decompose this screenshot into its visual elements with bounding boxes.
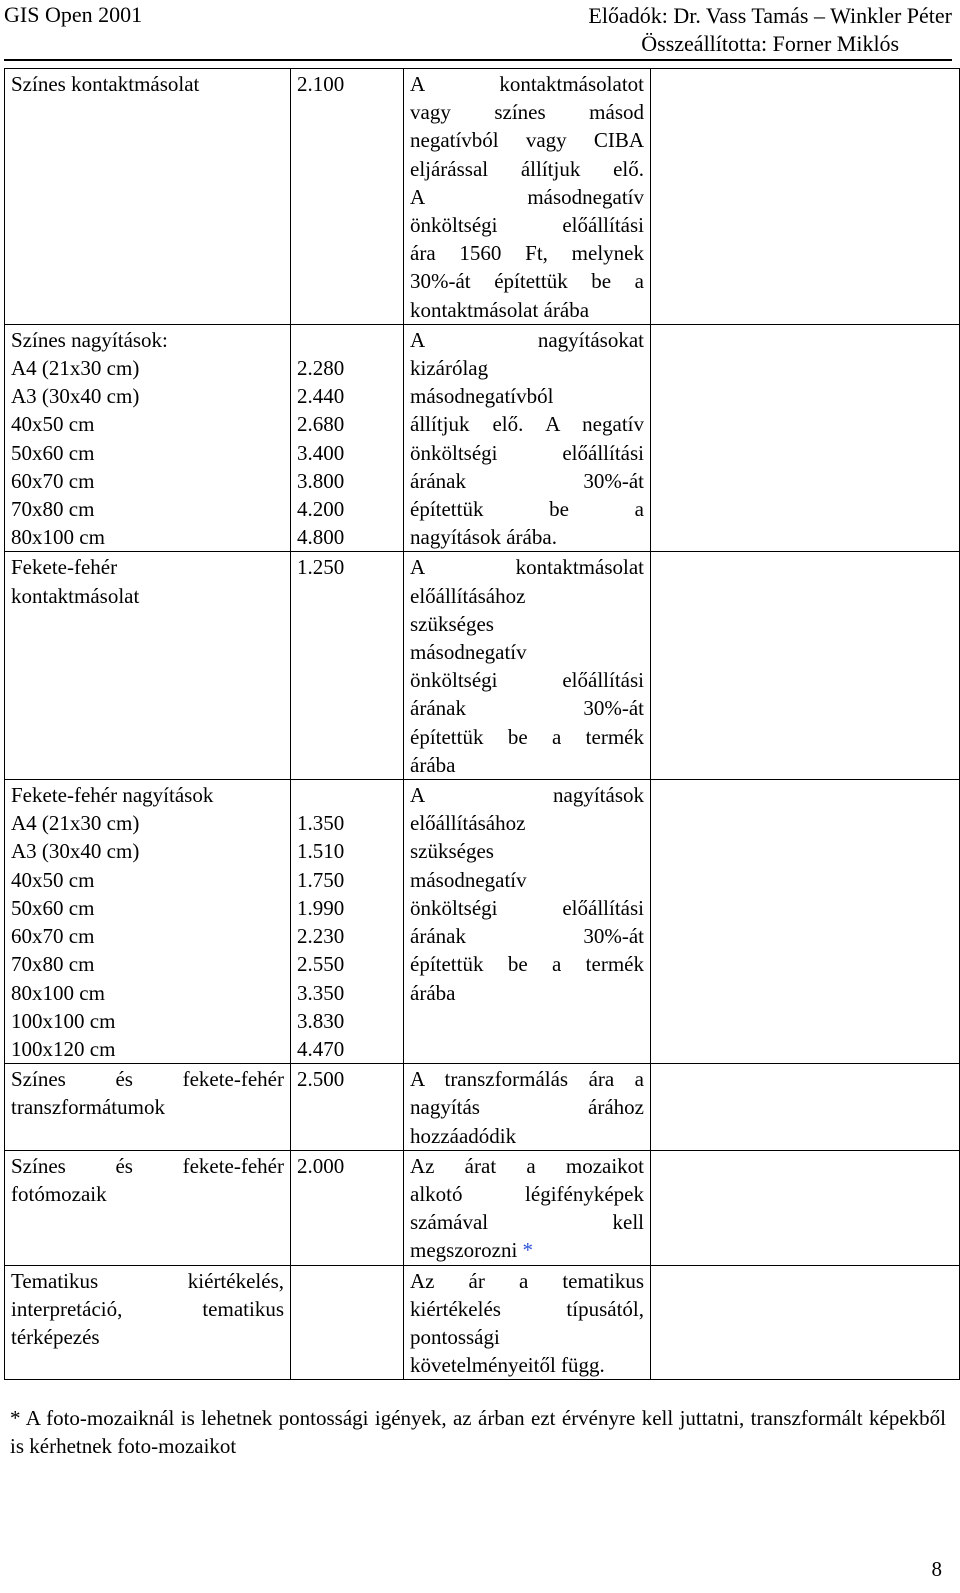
note-text: másodnegatív — [410, 867, 527, 892]
note-text: másodnegatívból — [410, 384, 554, 409]
note-text: A másodnegatív — [410, 184, 644, 209]
note-text: alkotó légifényképek — [410, 1181, 644, 1206]
note-text: Az ár a tematikus — [410, 1268, 644, 1293]
note-text: előállításához — [410, 811, 526, 836]
item-line: Színes és fekete-fehér — [11, 1153, 284, 1178]
price-line: 3.800 — [297, 468, 345, 493]
note-text: követelményeitől függ. — [410, 1353, 605, 1378]
note-line — [410, 751, 644, 779]
item-line: 100x100 cm — [11, 1008, 116, 1033]
item-cell — [5, 1064, 291, 1151]
note-line — [410, 495, 644, 523]
note-text: árának 30%-át — [410, 696, 644, 721]
note-text: árának 30%-át — [410, 468, 644, 493]
note-text: nagyítás árához — [410, 1095, 644, 1120]
table-row — [5, 1150, 960, 1265]
price-line: 1.990 — [297, 895, 345, 920]
note-line — [410, 1351, 644, 1379]
note-line — [410, 1180, 644, 1208]
note-text: ára 1560 Ft, melynek — [410, 241, 644, 266]
note-line — [410, 239, 644, 267]
note-line — [410, 1323, 644, 1351]
note-line — [410, 1093, 644, 1121]
price-line: 1.250 — [297, 555, 345, 580]
note-text: állítjuk elő. A negatív — [410, 412, 644, 437]
note-line — [410, 866, 644, 894]
note-line — [410, 1152, 644, 1180]
table-row — [5, 1265, 960, 1380]
empty-cell — [651, 552, 960, 780]
footnote-marker: * — [522, 1238, 534, 1263]
item-cell — [5, 1150, 291, 1265]
item-line: Tematikus kiértékelés, — [11, 1268, 284, 1293]
empty-cell — [651, 69, 960, 325]
note-text: negatívból vagy CIBA — [410, 128, 644, 153]
note-line — [410, 809, 644, 837]
note-line — [410, 296, 644, 324]
note-text: hozzáadódik — [410, 1123, 517, 1148]
note-text: önköltségi előállítási — [410, 668, 644, 693]
item-line: 70x80 cm — [11, 952, 95, 977]
note-text: eljárással állítjuk elő. — [410, 156, 644, 181]
note-line — [410, 382, 644, 410]
note-cell — [404, 1150, 651, 1265]
price-line: 4.470 — [297, 1036, 345, 1061]
note-text: A nagyításokat — [410, 327, 644, 352]
note-text: építettük be a — [410, 497, 644, 522]
note-text: kontaktmásolat árába — [410, 297, 590, 322]
note-text: építettük be a termék — [410, 724, 644, 749]
item-line: Színes nagyítások: — [11, 327, 168, 352]
price-line: 2.440 — [297, 384, 345, 409]
item-line: A4 (21x30 cm) — [11, 356, 140, 381]
note-line — [410, 666, 644, 694]
price-line: 2.230 — [297, 924, 345, 949]
note-line — [410, 610, 644, 638]
price-line — [297, 781, 397, 809]
item-line: Színes kontaktmásolat — [11, 72, 200, 96]
note-line — [410, 467, 644, 495]
note-line — [410, 98, 644, 126]
price-line: 2.100 — [297, 72, 345, 96]
note-cell — [404, 69, 651, 325]
header-compiler: Összeállította: Forner Miklós — [641, 31, 900, 56]
footnote: * A foto-mozaiknál is lehetnek pontossági igények, az árban ezt érvényre kell juttatni, transzformált képekből is kérhetnek foto-mozaikot — [10, 1406, 946, 1458]
note-line — [410, 439, 644, 467]
page-number: 8 — [931, 1557, 942, 1581]
note-line — [410, 1208, 644, 1236]
item-line: 60x70 cm — [11, 468, 95, 493]
note-text: Az árat a mozaikot — [410, 1153, 644, 1178]
note-text: A nagyítások — [410, 783, 644, 808]
price-line: 4.800 — [297, 525, 345, 550]
note-line — [410, 1236, 644, 1264]
note-line — [410, 326, 644, 354]
note-cell — [404, 324, 651, 552]
header-rule — [4, 59, 952, 61]
price-table — [4, 68, 960, 1380]
empty-cell — [651, 324, 960, 552]
note-text: A kontaktmásolatot — [410, 72, 644, 96]
price-line: 1.350 — [297, 811, 345, 836]
price-cell — [291, 780, 404, 1064]
item-cell — [5, 324, 291, 552]
note-line — [410, 922, 644, 950]
note-text: kiértékelés típusától, — [410, 1296, 644, 1321]
item-cell — [5, 552, 291, 780]
item-line: 50x60 cm — [11, 895, 95, 920]
note-text: önköltségi előállítási — [410, 440, 644, 465]
note-line — [410, 410, 644, 438]
table-row — [5, 69, 960, 325]
note-line — [410, 582, 644, 610]
item-line: 50x60 cm — [11, 440, 95, 465]
note-line — [410, 638, 644, 666]
empty-cell — [651, 780, 960, 1064]
price-line: 2.680 — [297, 412, 345, 437]
note-text: önköltségi előállítási — [410, 213, 644, 238]
note-line — [410, 723, 644, 751]
note-text: önköltségi előállítási — [410, 895, 644, 920]
note-line — [410, 894, 644, 922]
note-line — [410, 553, 644, 581]
table-row — [5, 552, 960, 780]
note-line — [410, 837, 644, 865]
note-line — [410, 1122, 644, 1150]
item-cell — [5, 69, 291, 325]
empty-cell — [651, 1265, 960, 1380]
item-line: 80x100 cm — [11, 525, 105, 550]
item-cell — [5, 780, 291, 1064]
note-line — [410, 694, 644, 722]
table-row — [5, 1064, 960, 1151]
note-line — [410, 155, 644, 183]
item-line: A3 (30x40 cm) — [11, 839, 140, 864]
note-cell — [404, 780, 651, 1064]
note-cell — [404, 1064, 651, 1151]
price-cell — [291, 1064, 404, 1151]
header-title: GIS Open 2001 — [4, 2, 143, 27]
note-text: megszorozni — [410, 1238, 518, 1263]
price-line: 3.830 — [297, 1008, 345, 1033]
note-line — [410, 1295, 644, 1323]
note-text: számával kell — [410, 1210, 644, 1235]
item-line: Színes és fekete-fehér — [11, 1067, 284, 1092]
price-line: 2.280 — [297, 356, 345, 381]
price-line: 2.550 — [297, 952, 345, 977]
note-line — [410, 354, 644, 382]
note-cell — [404, 552, 651, 780]
price-line: 2.000 — [297, 1153, 345, 1178]
note-text: A transzformálás ára a — [410, 1067, 644, 1092]
note-line — [410, 126, 644, 154]
note-line — [410, 979, 644, 1007]
note-line — [410, 1065, 644, 1093]
item-cell — [5, 1265, 291, 1380]
note-line — [410, 1267, 644, 1295]
price-line: 1.510 — [297, 839, 345, 864]
note-cell — [404, 1265, 651, 1380]
price-line: 3.400 — [297, 440, 345, 465]
empty-cell — [651, 1150, 960, 1265]
price-line: 3.350 — [297, 980, 345, 1005]
price-line: 2.500 — [297, 1067, 345, 1092]
note-line — [410, 781, 644, 809]
note-text: szükséges — [410, 611, 494, 636]
note-text: másodnegatív — [410, 640, 527, 665]
empty-cell — [651, 1064, 960, 1151]
item-line: kontaktmásolat — [11, 583, 140, 608]
item-line: interpretáció, tematikus — [11, 1296, 284, 1321]
note-line — [410, 183, 644, 211]
item-line: Fekete-fehér nagyítások — [11, 783, 214, 808]
note-text: árába — [410, 752, 456, 777]
note-text: pontossági — [410, 1324, 500, 1349]
item-line: 40x50 cm — [11, 867, 95, 892]
note-text: építettük be a termék — [410, 952, 644, 977]
note-text: vagy színes másod — [410, 100, 644, 125]
item-line: fotómozaik — [11, 1181, 107, 1206]
price-cell — [291, 1150, 404, 1265]
price-cell — [291, 69, 404, 325]
price-cell — [291, 324, 404, 552]
table-row — [5, 324, 960, 552]
header-authors — [588, 2, 952, 58]
table-row — [5, 780, 960, 1064]
item-line: Fekete-fehér — [11, 555, 118, 580]
item-line: 70x80 cm — [11, 497, 95, 522]
note-line — [410, 211, 644, 239]
note-line — [410, 523, 644, 551]
note-line — [410, 950, 644, 978]
header-presenters: Előadók: Dr. Vass Tamás – Winkler Péter — [588, 3, 952, 28]
note-text: szükséges — [410, 839, 494, 864]
note-line — [410, 267, 644, 295]
item-line: A4 (21x30 cm) — [11, 811, 140, 836]
price-line — [297, 326, 397, 354]
item-line: 80x100 cm — [11, 980, 105, 1005]
price-cell — [291, 552, 404, 780]
item-line: 100x120 cm — [11, 1036, 116, 1061]
note-text: nagyítások árába. — [410, 525, 557, 550]
note-text: A kontaktmásolat — [410, 555, 644, 580]
note-text: árába — [410, 980, 456, 1005]
note-text: 30%-át építettük be a — [410, 269, 644, 294]
item-line: 40x50 cm — [11, 412, 95, 437]
note-line — [410, 70, 644, 98]
price-line: 4.200 — [297, 497, 345, 522]
item-line: térképezés — [11, 1324, 100, 1349]
item-line: 60x70 cm — [11, 924, 95, 949]
price-line: 1.750 — [297, 867, 345, 892]
note-text: kizárólag — [410, 356, 489, 381]
note-text: előállításához — [410, 583, 526, 608]
item-line: transzformátumok — [11, 1095, 165, 1120]
item-line: A3 (30x40 cm) — [11, 384, 140, 409]
note-text: árának 30%-át — [410, 924, 644, 949]
price-cell — [291, 1265, 404, 1380]
